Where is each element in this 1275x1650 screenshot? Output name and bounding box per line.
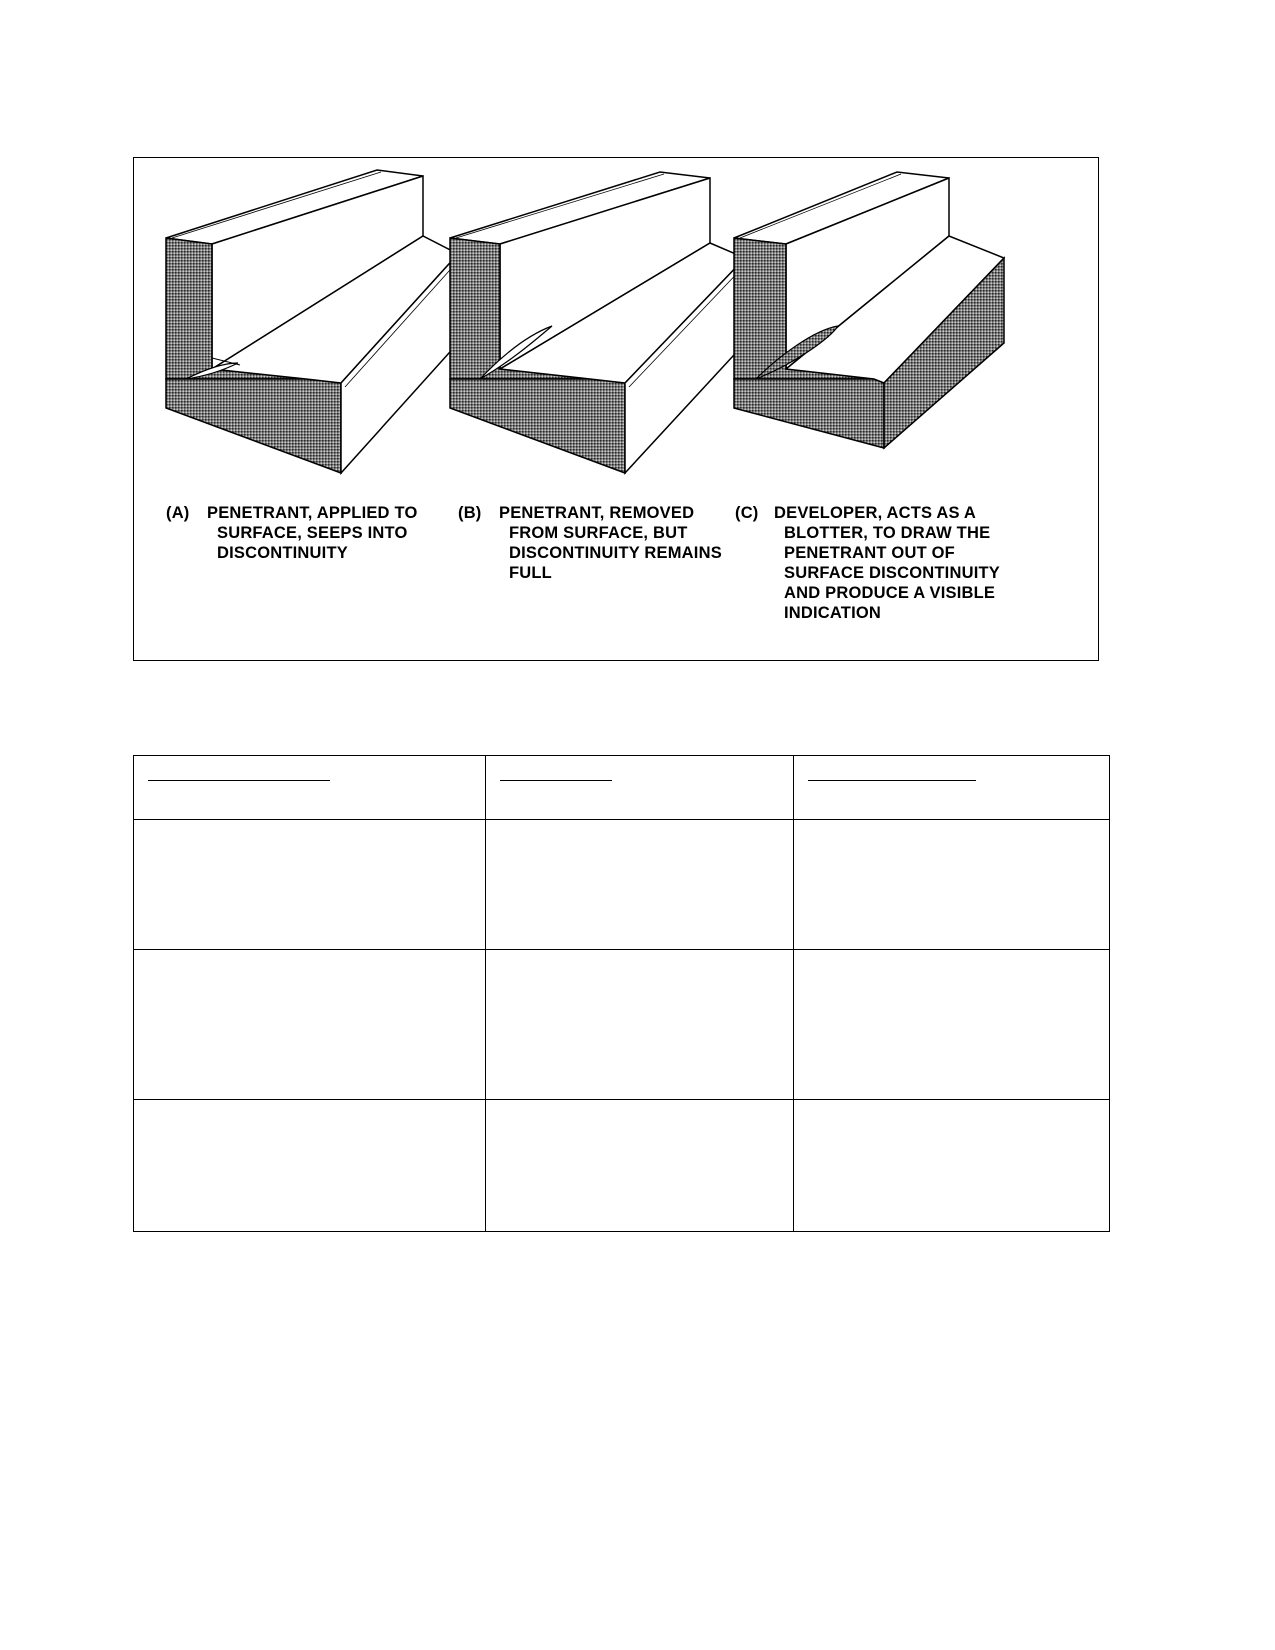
table-row [134,950,1110,1100]
table-cell [486,1100,794,1232]
blank-form-table [133,755,1110,1232]
block-b [450,172,745,473]
header-blank-line [500,780,612,781]
caption-a-line-1: PENETRANT, APPLIED TO [207,504,418,522]
table-cell [794,820,1110,950]
table-cell [486,820,794,950]
caption-a [166,503,446,573]
header-cell-2 [486,756,794,820]
table-cell [134,950,486,1100]
table-header-row [134,756,1110,820]
header-cell-1 [134,756,486,820]
caption-c-letter: (C) [735,504,759,522]
table-cell [486,950,794,1100]
caption-b-line-2: FROM SURFACE, BUT [509,524,688,542]
caption-b [458,503,738,593]
caption-c-line-2: BLOTTER, TO DRAW THE [784,524,991,542]
caption-c-line-3: PENETRANT OUT OF [784,544,955,562]
table-cell [134,820,486,950]
header-cell-3 [794,756,1110,820]
block-c [734,172,1004,448]
caption-b-letter: (B) [458,504,482,522]
caption-c-line-5: AND PRODUCE A VISIBLE [784,584,996,602]
table-cell [794,1100,1110,1232]
table-cell [134,1100,486,1232]
caption-b-line-3: DISCONTINUITY REMAINS [509,544,722,562]
caption-b-line-4: FULL [509,564,552,582]
table-row [134,820,1110,950]
header-blank-line [808,780,976,781]
table-row [134,1100,1110,1232]
caption-a-line-3: DISCONTINUITY [217,544,348,562]
caption-b-line-1: PENETRANT, REMOVED [499,504,695,522]
caption-c-line-1: DEVELOPER, ACTS AS A [774,504,977,522]
caption-c [735,503,1035,633]
table-cell [794,950,1110,1100]
caption-c-line-4: SURFACE DISCONTINUITY [784,564,1000,582]
block-a [166,170,458,473]
caption-a-line-2: SURFACE, SEEPS INTO [217,524,408,542]
caption-a-letter: (A) [166,504,190,522]
caption-c-line-6: INDICATION [784,604,882,622]
figure-frame [133,157,1099,661]
header-blank-line [148,780,330,781]
